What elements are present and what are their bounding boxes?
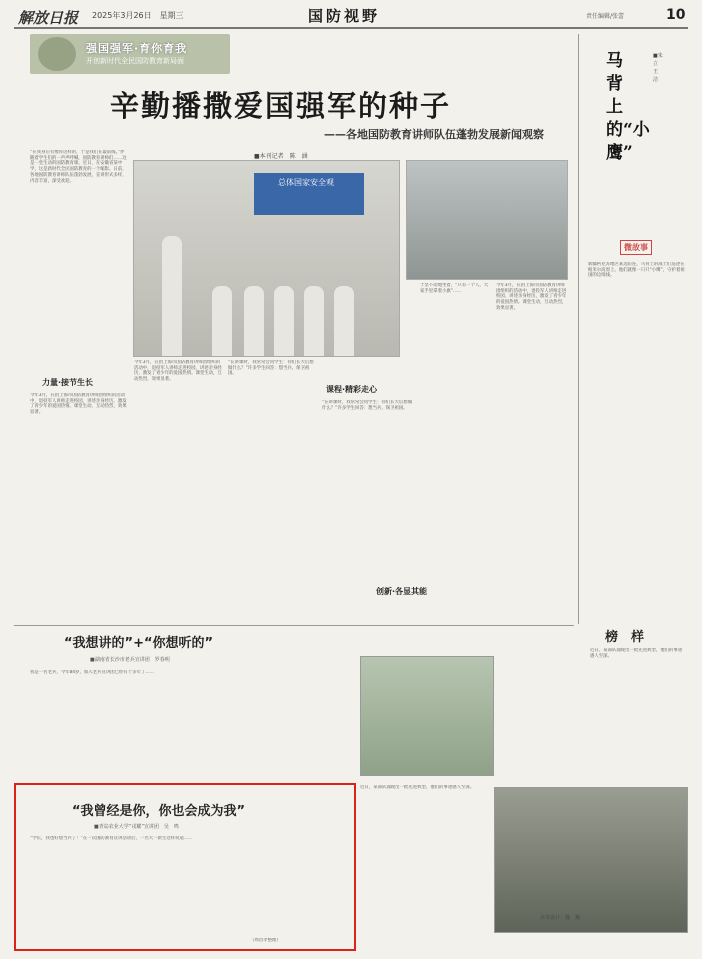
section-subhead: 力量·接节生长 <box>42 378 94 387</box>
designer-credit: 美术设计：魏 巍 <box>540 915 581 921</box>
photo-figure <box>162 236 182 356</box>
article-column: “在讲课时，我常常会问学生：你们长大后想做什么？”许多学生回答：想当兵、保卫祖国。 <box>228 360 314 377</box>
projector-screen <box>254 173 364 215</box>
role-model-text: 近日，某部队涌现出一批先进典型，他们的事迹感人至深。 <box>590 648 683 659</box>
story-byline: ■湖南省长沙市老兵宣讲团 罗春明 <box>90 657 170 663</box>
photo-figure <box>334 286 354 356</box>
section-title: 国防视野 <box>308 7 381 25</box>
section-subhead: 课程·精彩走心 <box>326 385 378 394</box>
issue-date: 2025年3月26日 星期三 <box>92 11 184 20</box>
article-column: “在我身后有像你这样的，于是我们在最前线。”伴随着学生们的一声声呼喊，国防教育讲师们……这是一堂生动的国防教育课。近日，在安徽省某中学，这是新时代全民国防教育的一个缩影。日前，各地国防教育讲师队伍蓬勃发展，宣讲形式多样，内容丰富，深受欢迎。 <box>30 150 127 184</box>
photo-figure <box>304 286 324 356</box>
article-column: 今年3月，在由上海市国防教育讲师团组织的活动中，退役军人讲师走进校园，讲述亲身经历，激发了青少年的爱国热情。课堂生动，互动热烈，效果显著。 <box>134 360 222 383</box>
article-column: 今年3月，在由上海市国防教育讲师团组织的活动中，退役军人讲师走进校园，讲述亲身经历，激发了青少年的爱国热情。课堂生动，互动热烈，效果显著。 <box>496 283 567 311</box>
header-rule <box>14 27 688 29</box>
page-editor: 责任编辑/张蕾 <box>586 13 625 20</box>
story-note: （周昌孝整理） <box>250 938 281 943</box>
story-text: “学长，我也好想当兵了！”在一次国防教育宣讲活动后，一名大一新生这样说道…… <box>30 836 193 841</box>
article-column: 今年3月，在由上海市国防教育讲师团组织的活动中，退役军人讲师走进校园，讲述亲身经历，激发了青少年的爱国热情。课堂生动，互动热烈，效果显著。 <box>30 393 127 416</box>
story-title: “我曾经是你，你也会成为我” <box>72 804 246 819</box>
classroom-photo <box>406 160 568 280</box>
page-number: 10 <box>666 7 686 23</box>
banner-title: 强国强军·育你育我 <box>86 42 188 55</box>
side-story-byline: ■朱 立 王 洁 <box>653 53 668 83</box>
section-rule <box>14 625 574 626</box>
banner-subtitle: 开创新时代全民国防教育新局面 <box>86 57 184 65</box>
emblem-icon <box>38 37 76 71</box>
newspaper-logo: 解放日报 <box>18 9 79 27</box>
photo-figure <box>274 286 294 356</box>
main-byline: ■本刊记者 陈 涵 <box>254 153 308 160</box>
photo-figure <box>212 286 232 356</box>
side-story-title: 马背上的“小鹰” <box>606 51 650 163</box>
article-column: “在讲课时，我常常会问学生：你们长大后想做什么？”许多学生回答：想当兵、保卫祖国。 <box>322 400 413 411</box>
story-text: 我是一名老兵，今年84岁，加入老兵宣讲团已经有十多年了…… <box>30 670 155 675</box>
micro-story-tag: 微故事 <box>620 240 652 255</box>
photo-caption: 近日，某部队涌现出一批先进典型，他们的事迹感人至深。 <box>360 785 475 790</box>
main-headline: 辛勤播撒爱国强军的种子 <box>110 89 452 123</box>
main-subhead: ——各地国防教育讲师队伍蓬勃发展新闻观察 <box>324 128 544 141</box>
section-subhead: 创新·各显其能 <box>376 587 428 596</box>
story-byline: ■青岛农业大学“戎耀”宣讲团 吴 鸣 <box>94 824 179 830</box>
soldiers-photo <box>494 787 688 933</box>
story-title: “我想讲的”+“你想听的” <box>64 636 214 651</box>
students-photo <box>360 656 494 776</box>
lecture-photo <box>133 160 400 357</box>
photo-figure <box>244 286 264 356</box>
side-story-text: 新疆阿克苏地区某边防连，马背上的战士们巡逻在帕米尔高原上。他们就像一只只“小鹰”，守护着祖国的边境线。 <box>588 262 685 279</box>
role-model-heading: 榜 样 <box>605 630 645 645</box>
article-column: 于坚不动地坐着，“只有一个人，大家手里拿着小旗”…… <box>420 283 489 294</box>
screen-text: 总体国家安全观 <box>278 178 334 187</box>
column-divider <box>578 34 579 624</box>
